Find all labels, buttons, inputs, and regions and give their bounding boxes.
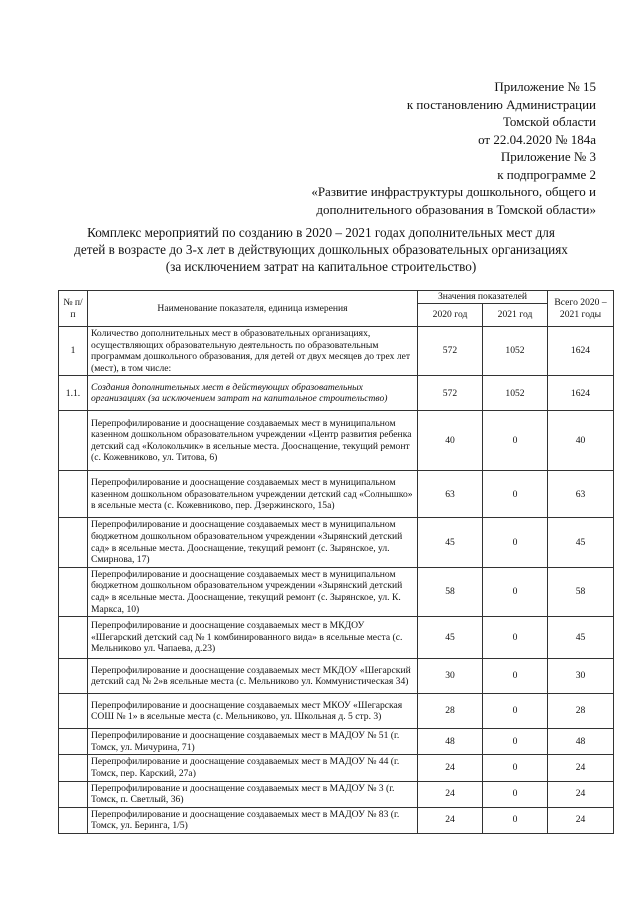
table-row bbox=[59, 729, 614, 755]
row-value-2021: 0 bbox=[483, 781, 548, 807]
row-value-2020: 45 bbox=[418, 617, 483, 659]
row-value-2020: 45 bbox=[418, 518, 483, 567]
document-title bbox=[40, 224, 602, 275]
row-value-2020: 572 bbox=[418, 376, 483, 411]
table-row bbox=[59, 659, 614, 694]
row-total: 24 bbox=[548, 807, 614, 833]
row-value-2021: 1052 bbox=[483, 376, 548, 411]
header-line: от 22.04.2020 № 184а bbox=[478, 131, 596, 147]
row-value-2020: 572 bbox=[418, 327, 483, 376]
row-name: Создания дополнительных мест в действующих образовательных организациях (за исключением затрат на капитальное строительство) bbox=[88, 376, 418, 411]
row-total: 40 bbox=[548, 411, 614, 471]
table-row bbox=[59, 781, 614, 807]
row-value-2021: 1052 bbox=[483, 327, 548, 376]
table-row bbox=[59, 376, 614, 411]
row-value-2021: 0 bbox=[483, 807, 548, 833]
header-total: Всего 2020 – 2021 годы bbox=[548, 291, 614, 327]
document-header bbox=[311, 78, 596, 218]
row-number bbox=[59, 617, 88, 659]
row-number bbox=[59, 694, 88, 729]
row-number bbox=[59, 755, 88, 781]
row-value-2020: 48 bbox=[418, 729, 483, 755]
row-total: 30 bbox=[548, 659, 614, 694]
row-value-2021: 0 bbox=[483, 567, 548, 616]
header-2020: 2020 год bbox=[418, 304, 483, 327]
row-name: Перепрофилирование и дооснащение создаваемых мест МКОУ «Шегарская СОШ № 1» в ясельные места (с. Мельниково, ул. Школьная д. 5 стр. 3) bbox=[88, 694, 418, 729]
row-total: 28 bbox=[548, 694, 614, 729]
row-value-2020: 40 bbox=[418, 411, 483, 471]
row-total: 48 bbox=[548, 729, 614, 755]
header-name: Наименование показателя, единица измерения bbox=[88, 291, 418, 327]
row-number bbox=[59, 729, 88, 755]
row-name: Перепрофилирование и дооснащение создаваемых мест в МАДОУ № 44 (г. Томск, пер. Карский, 27а) bbox=[88, 755, 418, 781]
header-line: к постановлению Администрации bbox=[406, 96, 596, 112]
row-total: 45 bbox=[548, 617, 614, 659]
row-total: 1624 bbox=[548, 376, 614, 411]
header-line: к подпрограмме 2 bbox=[497, 166, 596, 182]
header-line: Томской области bbox=[502, 114, 596, 129]
row-value-2020: 30 bbox=[418, 659, 483, 694]
row-value-2021: 0 bbox=[483, 518, 548, 567]
table-row bbox=[59, 471, 614, 518]
header-num: № п/п bbox=[59, 291, 88, 327]
row-value-2021: 0 bbox=[483, 729, 548, 755]
row-name: Перепрофилирование и дооснащение создаваемых мест в МКДОУ «Шегарский детский сад № 1 комбинированного вида» в ясельные места (с. Мельниково ул. Чапаева, д.23) bbox=[88, 617, 418, 659]
row-number bbox=[59, 659, 88, 694]
row-total: 58 bbox=[548, 567, 614, 616]
row-value-2020: 58 bbox=[418, 567, 483, 616]
row-value-2020: 24 bbox=[418, 781, 483, 807]
row-value-2021: 0 bbox=[483, 411, 548, 471]
row-name: Перепрофилирование и дооснащение создаваемых мест в МАДОУ № 51 (г. Томск, ул. Мичурина, 71) bbox=[88, 729, 418, 755]
row-number: 1 bbox=[59, 327, 88, 376]
row-value-2021: 0 bbox=[483, 617, 548, 659]
header-line: Приложение № 15 bbox=[494, 79, 596, 94]
row-number bbox=[59, 807, 88, 833]
table-row bbox=[59, 567, 614, 616]
header-line: дополнительного образования в Томской области» bbox=[316, 201, 596, 217]
table-row bbox=[59, 327, 614, 376]
row-value-2020: 63 bbox=[418, 471, 483, 518]
row-total: 24 bbox=[548, 781, 614, 807]
row-number bbox=[59, 411, 88, 471]
row-name: Перепрофилирование и дооснащение создаваемых мест в МАДОУ № 3 (г. Томск, п. Светлый, 36) bbox=[88, 781, 418, 807]
indicators-table bbox=[58, 290, 614, 834]
table-row bbox=[59, 694, 614, 729]
row-number bbox=[59, 471, 88, 518]
table-row bbox=[59, 807, 614, 833]
title-line: Комплекс мероприятий по созданию в 2020 – 2021 годах дополнительных мест для bbox=[87, 225, 555, 240]
row-number bbox=[59, 781, 88, 807]
header-2021: 2021 год bbox=[483, 304, 548, 327]
row-value-2021: 0 bbox=[483, 694, 548, 729]
header-values-group: Значения показателей bbox=[418, 291, 548, 304]
row-number bbox=[59, 567, 88, 616]
row-name: Перепрофилирование и дооснащение создаваемых мест МКДОУ «Шегарский детский сад № 2»в ясельные места (с. Мельниково ул. Коммунистическая 34) bbox=[88, 659, 418, 694]
row-value-2021: 0 bbox=[483, 659, 548, 694]
table-row bbox=[59, 411, 614, 471]
row-name: Перепрофилирование и дооснащение создаваемых мест в муниципальном бюджетном дошкольном образовательном учреждении «Зырянский детский сад» в ясельные места. Дооснащение, текущий ремонт (с. Зырянское, ул. Смирнова, 17) bbox=[88, 518, 418, 567]
row-number: 1.1. bbox=[59, 376, 88, 411]
title-line: (за исключением затрат на капитальное строительство) bbox=[165, 259, 477, 274]
header-line: Приложение № 3 bbox=[500, 149, 596, 164]
row-total: 1624 bbox=[548, 327, 614, 376]
table-row bbox=[59, 755, 614, 781]
row-name: Перепрофилирование и дооснащение создаваемых мест в муниципальном казенном дошкольном образовательном учреждении детский сад «Солнышко» в ясельные места (с. Кожевниково, пер. Дзержинского, 15а) bbox=[88, 471, 418, 518]
table-row bbox=[59, 617, 614, 659]
row-total: 63 bbox=[548, 471, 614, 518]
row-value-2020: 24 bbox=[418, 807, 483, 833]
row-total: 24 bbox=[548, 755, 614, 781]
row-name: Перепрофилирование и дооснащение создаваемых мест в МАДОУ № 83 (г. Томск, ул. Беринга, 1/5) bbox=[88, 807, 418, 833]
row-value-2021: 0 bbox=[483, 755, 548, 781]
row-value-2020: 24 bbox=[418, 755, 483, 781]
row-name: Количество дополнительных мест в образовательных организациях, осуществляющих образовательную деятельность по образовательным программам дошкольного образования, для детей от двух месяцев до трех лет (мест), в том числе: bbox=[88, 327, 418, 376]
header-line: «Развитие инфраструктуры дошкольного, общего и bbox=[311, 184, 596, 199]
table-row bbox=[59, 518, 614, 567]
row-total: 45 bbox=[548, 518, 614, 567]
row-name: Перепрофилирование и дооснащение создаваемых мест в муниципальном казенном дошкольном образовательном учреждении «Центр развития ребенка детский сад «Колокольчик» в ясельные места. Дооснащение, текущий ремонт (с. Кожевниково, ул. Титова, 6) bbox=[88, 411, 418, 471]
row-number bbox=[59, 518, 88, 567]
row-name: Перепрофилирование и дооснащение создаваемых мест в муниципальном бюджетном дошкольном образовательном учреждении «Зырянский детский сад» в ясельные места. Дооснащение, текущий ремонт (с. Зырянское, ул. К. Маркса, 10) bbox=[88, 567, 418, 616]
row-value-2020: 28 bbox=[418, 694, 483, 729]
title-line: детей в возрасте до 3-х лет в действующих дошкольных образовательных организациях bbox=[74, 242, 568, 257]
row-value-2021: 0 bbox=[483, 471, 548, 518]
